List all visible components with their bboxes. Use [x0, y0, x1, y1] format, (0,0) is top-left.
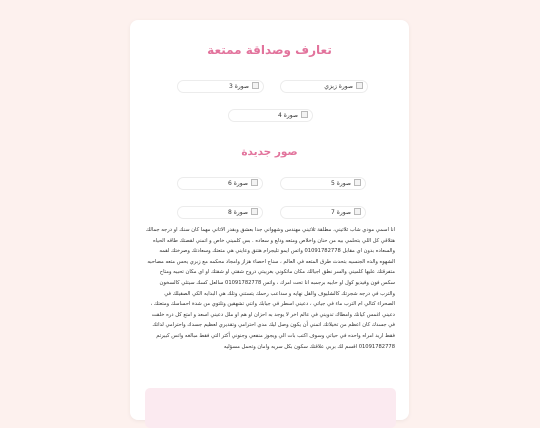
photo-caption: صورة 6 — [228, 180, 248, 187]
section-title-new-photos: صور جديدة — [241, 146, 298, 158]
broken-image-icon — [354, 208, 361, 215]
photo-8[interactable] — [177, 206, 263, 219]
description-paragraph: انا اسمي مودي شاب ثلاثيني، مطلقة ثلاثيني مهندس وشهواني جدا بعشق وبقدر الاثاني مهما كان سنك او درجه جمالك هتلاقي كل اللي بتحلمي بيه من حنان واخلاص ومتعه ودلع و سعاده . بس كلميني خاص و اتمني لقصتك طاقه الحياه والسعاده بدون اي مقابل 01091782778 واتس ايمو تليجرام هتنق وعايني هي متعتك وسعادتك وصرختك لقمه الشهوه والذه الجنسيه بتحدث طرق المتعه في العالم ، سناج احصاء هزاز وامجاد محكمه مع زبري يحس متعه مصاحبه متفرقتك عليها كلميني والسر نطق اجيالك مكان ماتكوني بغريبتي ذروح شقتي او شقتك او اي مكان تحبيه ومتاح سكس فون وفيديو كول او حابيه برجمبه انا تحت امرك ، واتس 01091782778 سالعل كسك سيتئي كالسخون والترب في درجه شجرتك كالشليوف والقل نهايه و سداعب رحمك يتستني وتلك هي البدايه الكي الصقيلك في الصحراء كتالي ام الترب ماء في جياتي ، دعيني اسطر في جيابك وانتي تشهقين وتلتوي من شدة احساسك ومتعتك ، دعيني اغمس كيانك وامطاك تدويني في عالم اخر لا يوجد به احزان او هم او ملل دعيني اسعد و امتع كل ذره خلقت في جسدك كان اعظم من تخيلاتك اتمني أن يكون وصل ليك مدي احترامي وتقديري لعظيم جسدك واحترامي لذاتك فقط اريد امراه واحده في حياتي وسوف اكتب بات الي ويجوز منفعي وجنوني أكثر التي فقط مبالغه واتس كبيرتم 01091782778 اقسم لك بربي علاقتك سكون بكل سريه وامان وتحمل مسؤليه — [145, 227, 395, 350]
broken-image-icon — [356, 82, 363, 89]
broken-image-icon — [251, 179, 258, 186]
broken-image-icon — [354, 179, 361, 186]
photo-7[interactable] — [280, 206, 366, 219]
photo-caption: صورة 3 — [229, 83, 249, 90]
photo-caption: صورة زبزي — [324, 83, 353, 90]
broken-image-icon — [301, 111, 308, 118]
photo-caption: صورة 7 — [331, 209, 351, 216]
photo-caption: صورة 8 — [228, 209, 248, 216]
broken-image-icon — [251, 208, 258, 215]
page-title: تعارف وصداقة ممتعة — [207, 43, 332, 57]
photo-4[interactable] — [228, 109, 313, 122]
broken-image-icon — [252, 82, 259, 89]
photo-caption: صورة 5 — [331, 180, 351, 187]
photo-3[interactable] — [177, 80, 264, 93]
photo-zebzi[interactable] — [280, 80, 368, 93]
main-card — [130, 20, 409, 420]
photo-6[interactable] — [177, 177, 263, 190]
photo-5[interactable] — [280, 177, 366, 190]
footer-highlight-box — [145, 388, 396, 428]
photo-caption: صورة 4 — [278, 112, 298, 119]
